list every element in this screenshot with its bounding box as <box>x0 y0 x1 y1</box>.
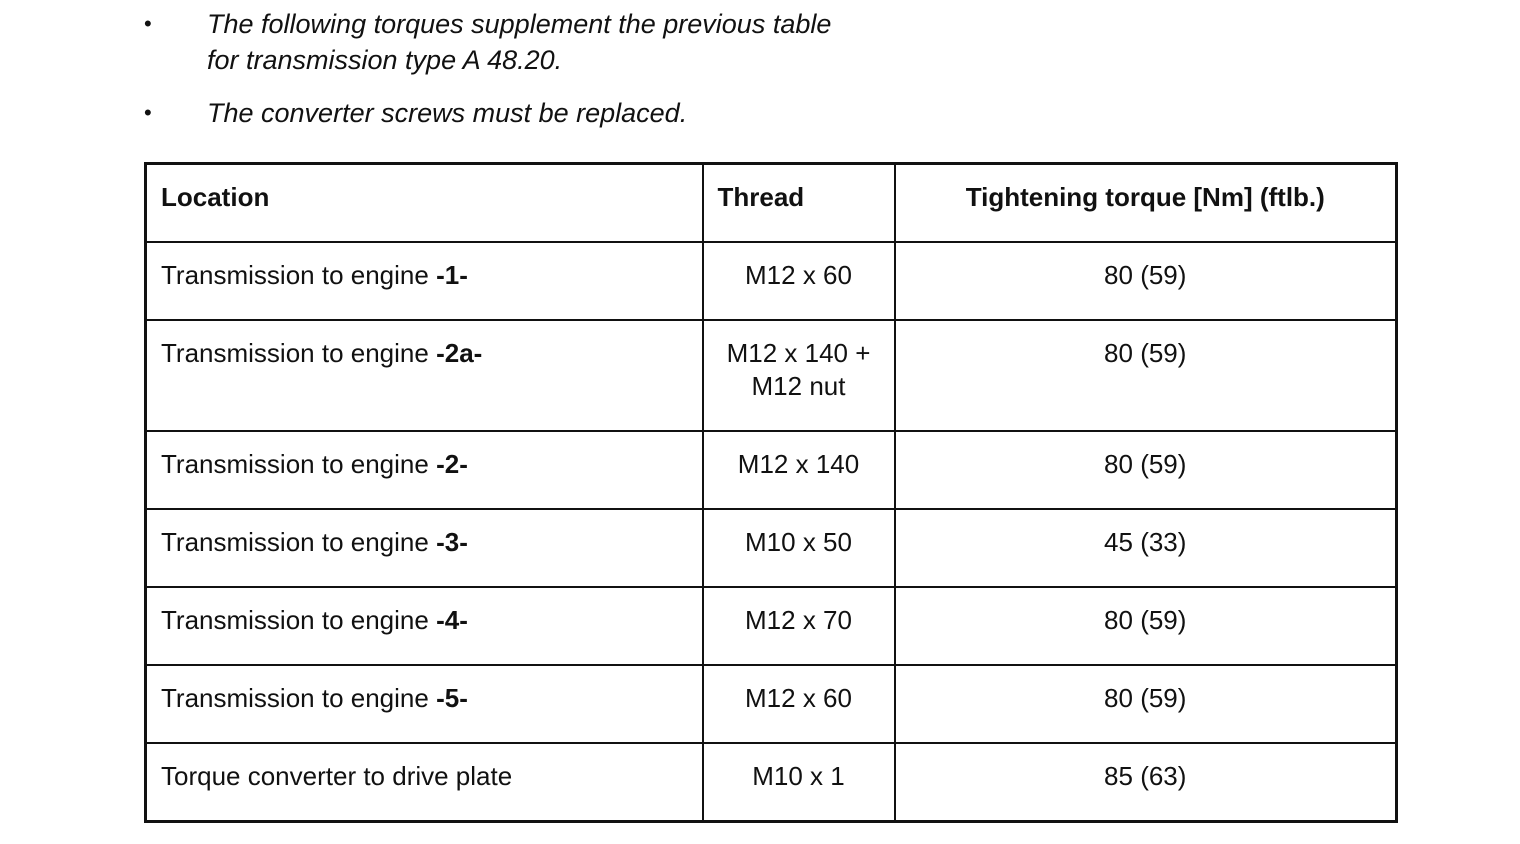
cell-torque: 45 (33) <box>895 509 1397 587</box>
bullet-icon: • <box>144 11 152 36</box>
cell-thread <box>703 587 895 665</box>
cell-location <box>146 431 703 509</box>
table-row <box>146 587 1397 665</box>
location-text: Transmission to engine <box>161 683 429 713</box>
location-number: -2- <box>436 449 468 479</box>
table-row <box>146 509 1397 587</box>
cell-torque: 80 (59) <box>895 587 1397 665</box>
cell-location <box>146 509 703 587</box>
cell-thread <box>703 242 895 320</box>
location-number: -4- <box>436 605 468 635</box>
cell-thread <box>703 743 895 822</box>
thread-text: M12 x 140 <box>737 449 860 479</box>
location-text: Transmission to engine <box>161 527 429 557</box>
location-number: -1- <box>436 260 468 290</box>
header-location: Location <box>146 164 703 243</box>
thread-text: M10 x 50 <box>745 527 852 557</box>
table-header-row <box>146 164 1397 243</box>
cell-location <box>146 743 703 822</box>
cell-torque: 80 (59) <box>895 320 1397 431</box>
thread-text: M12 nut <box>751 371 846 401</box>
note-line: The converter screws must be replaced. <box>207 98 688 128</box>
torque-table <box>144 162 1398 823</box>
header-torque: Tightening torque [Nm] (ftlb.) <box>895 164 1397 243</box>
thread-text: M12 x 60 <box>745 683 852 713</box>
table-row <box>146 743 1397 822</box>
table-row <box>146 242 1397 320</box>
thread-text: M10 x 1 <box>752 761 845 791</box>
location-text: Transmission to engine <box>161 605 429 635</box>
cell-thread <box>703 431 895 509</box>
thread-text: M12 x 60 <box>745 260 852 290</box>
note-text <box>207 95 967 131</box>
thread-text: M12 x 140 + <box>726 338 871 368</box>
location-text: Transmission to engine <box>161 449 429 479</box>
cell-thread <box>703 509 895 587</box>
location-text: Transmission to engine <box>161 260 429 290</box>
cell-location <box>146 320 703 431</box>
cell-torque: 80 (59) <box>895 431 1397 509</box>
location-number: -2a- <box>436 338 483 368</box>
cell-location <box>146 242 703 320</box>
cell-thread <box>703 320 895 431</box>
cell-torque: 85 (63) <box>895 743 1397 822</box>
note-line: for transmission type A 48.20. <box>207 45 563 75</box>
bullet-icon: • <box>144 100 152 125</box>
location-number: -5- <box>436 683 468 713</box>
location-text: Transmission to engine <box>161 338 429 368</box>
header-thread: Thread <box>703 164 895 243</box>
note-line: The following torques supplement the previous table <box>207 9 832 39</box>
table-body <box>146 242 1397 822</box>
note-text <box>207 6 967 78</box>
table-row <box>146 665 1397 743</box>
location-number: -3- <box>436 527 468 557</box>
table-row <box>146 320 1397 431</box>
location-text: Torque converter to drive plate <box>161 761 513 791</box>
cell-location <box>146 665 703 743</box>
thread-text: M12 x 70 <box>745 605 852 635</box>
cell-torque: 80 (59) <box>895 242 1397 320</box>
table-row <box>146 431 1397 509</box>
cell-thread <box>703 665 895 743</box>
cell-torque: 80 (59) <box>895 665 1397 743</box>
cell-location <box>146 587 703 665</box>
